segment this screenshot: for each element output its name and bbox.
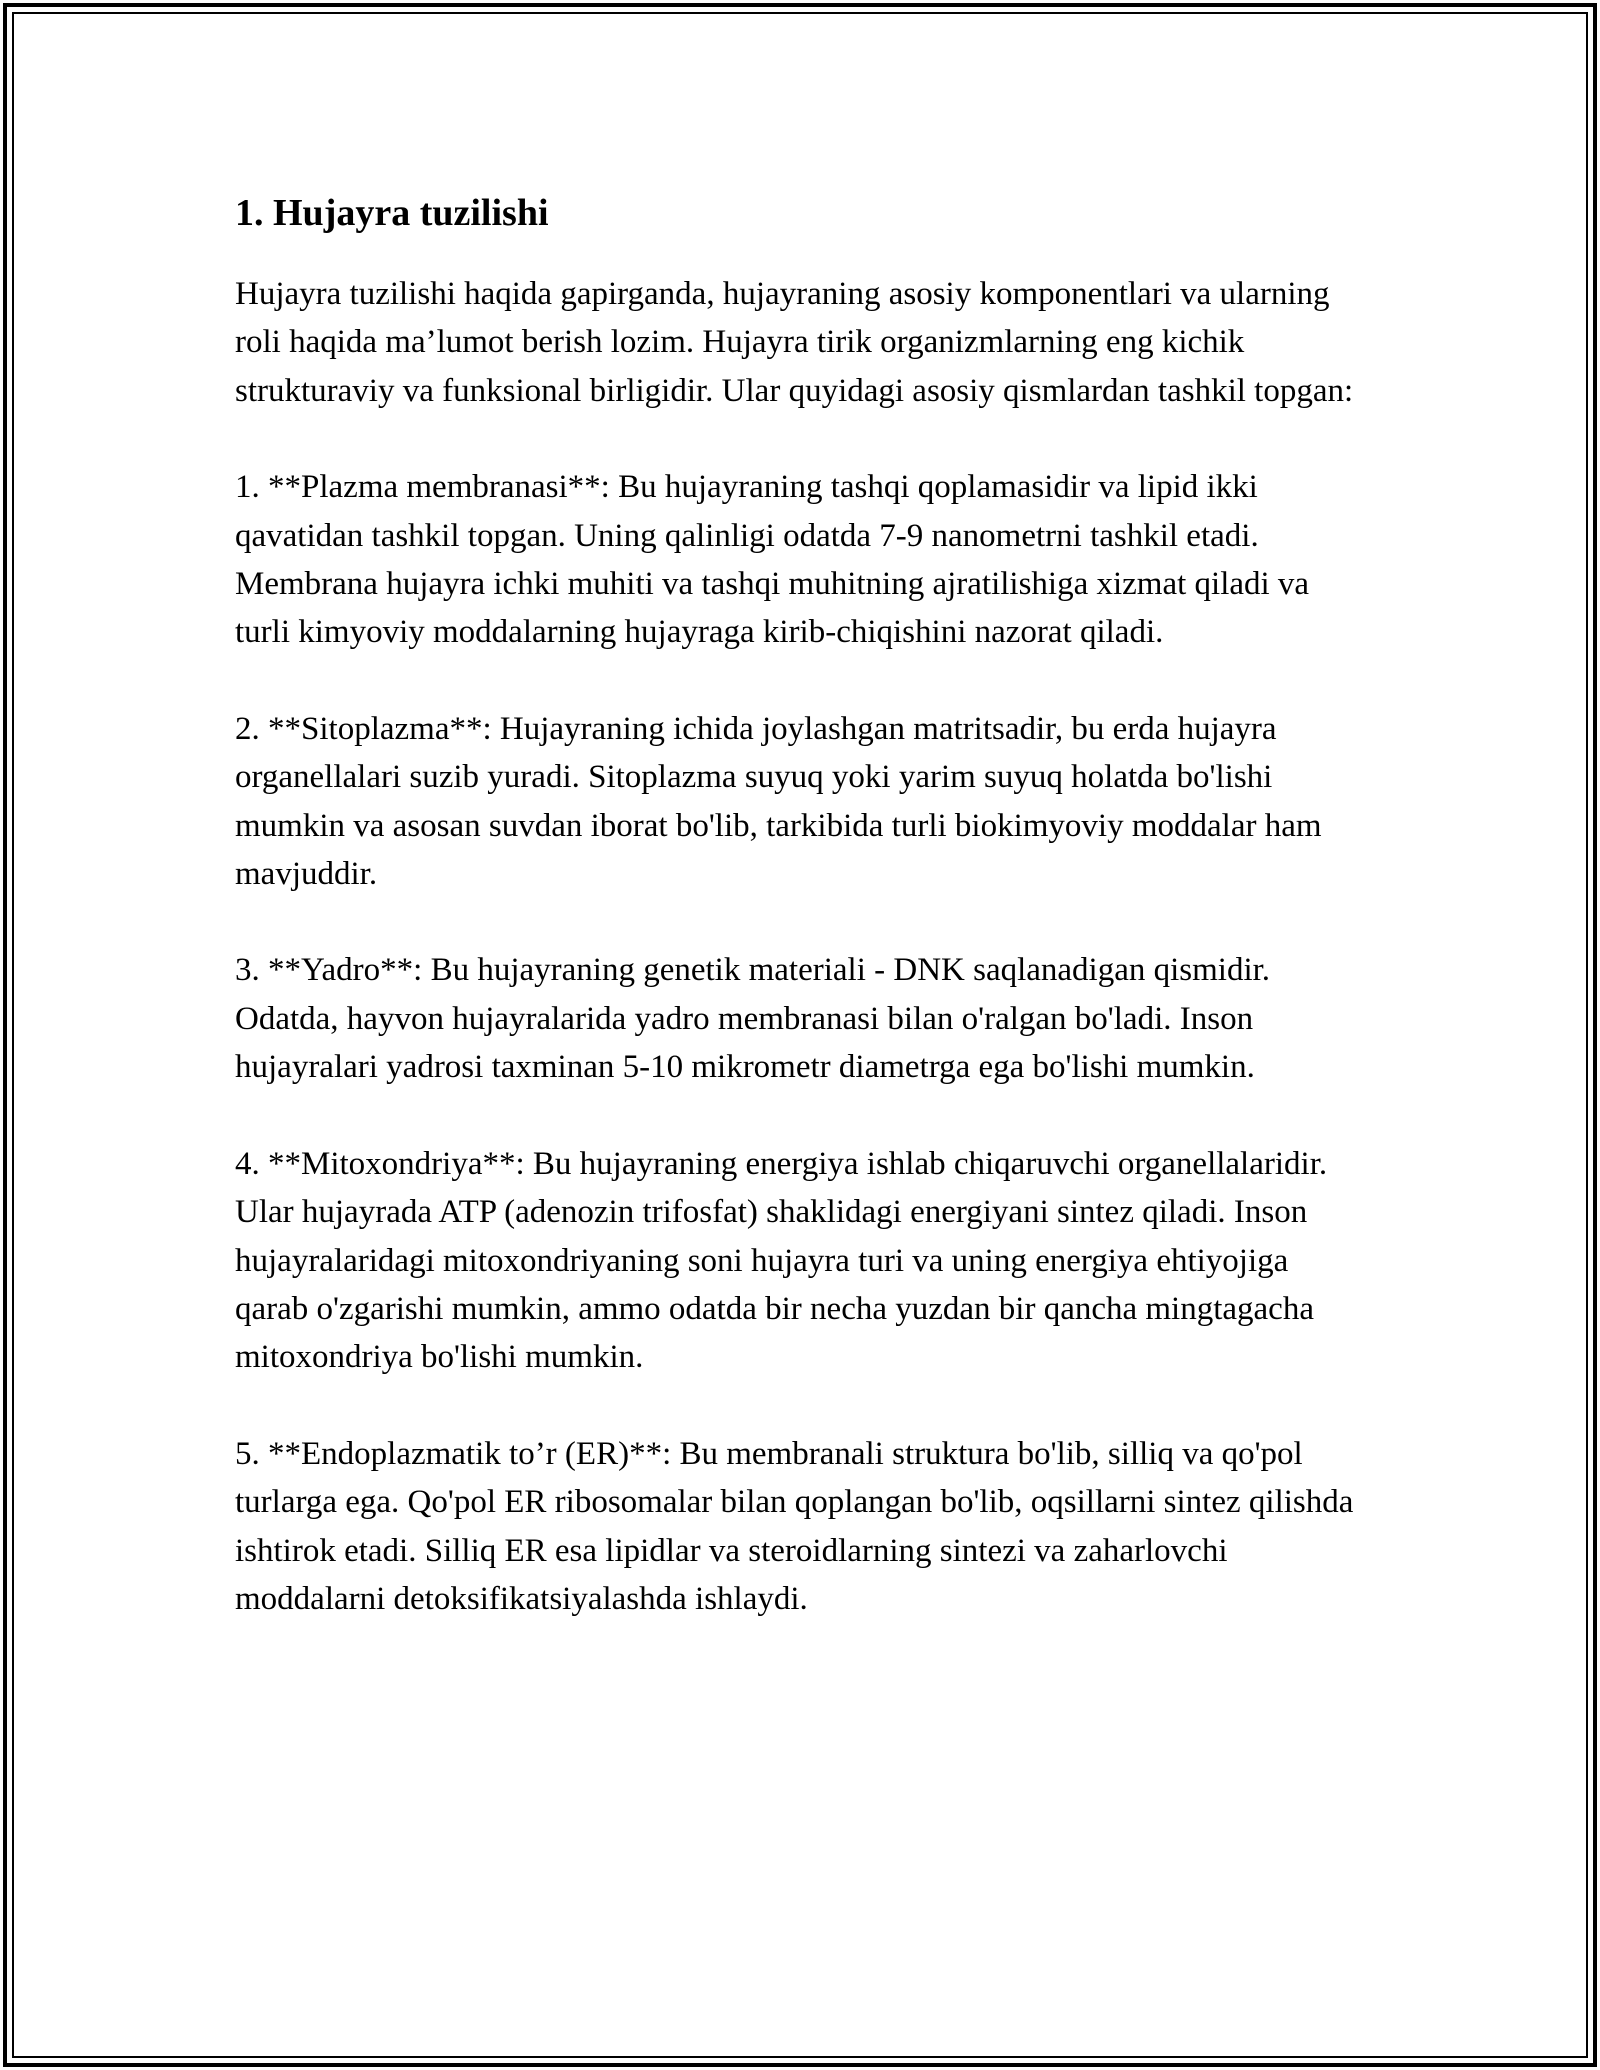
document-body (235, 183, 1365, 1623)
list-item-plasma-membrane: 1. **Plazma membranasi**: Bu hujayraning tashqi qoplamasidir va lipid ikki qavatidan tashkil topgan. Uning qalinligi odatda 7-9 nanometrni tashkil etadi. Membrana hujayra ichki muhiti va tashqi muhitning ajratilishiga xizmat qiladi va turli kimyoviy moddalarning hujayraga kirib-chiqishini nazorat qiladi. (235, 469, 1310, 651)
section-heading: 1. Hujayra tuzilishi (235, 192, 549, 234)
list-item-cytoplasm: 2. **Sitoplazma**: Hujayraning ichida joylashgan matritsadir, bu erda hujayra organellalari suzib yuradi. Sitoplazma suyuq yoki yarim suyuq holatda bo'lishi mumkin va asosan suvdan iborat bo'lib, tarkibida turli biokimyoviy moddalar ham mavjuddir. (235, 710, 1322, 893)
list-item-mitochondria: 4. **Mitoxondriya**: Bu hujayraning energiya ishlab chiqaruvchi organellalaridir. Ular hujayrada ATP (adenozin trifosfat) shaklidagi energiyani sintez qiladi. Inson hujayralaridagi mitoxondriyaning soni hujayra turi va uning energiya ehtiyojiga qarab o'zgarishi mumkin, ammo odatda bir necha yuzdan bir qancha mingtagacha mitoxondriya bo'lishi mumkin. (235, 1145, 1328, 1376)
intro-paragraph: Hujayra tuzilishi haqida gapirganda, hujayraning asosiy komponentlari va ularning roli haqida ma’lumot berish lozim. Hujayra tirik organizmlarning eng kichik strukturaviy va funksional birligidir. Ular quyidagi asosiy qismlardan tashkil topgan: (235, 276, 1354, 409)
list-item-nucleus: 3. **Yadro**: Bu hujayraning genetik materiali - DNK saqlanadigan qismidir. Odatda, hayvon hujayralarida yadro membranasi bilan o'ralgan bo'ladi. Inson hujayralari yadrosi taxminan 5-10 mikrometr diametrga ega bo'lishi mumkin. (235, 952, 1271, 1086)
list-item-endoplasmic-reticulum: 5. **Endoplazmatik to’r (ER)**: Bu membranali struktura bo'lib, silliq va qo'pol turlarga ega. Qo'pol ER ribosomalar bilan qoplangan bo'lib, oqsillarni sintez qilishda ishtirok etadi. Silliq ER esa lipidlar va steroidlarning sintezi va zaharlovchi moddalarni detoksifikatsiyalashda ishlaydi. (235, 1435, 1354, 1617)
